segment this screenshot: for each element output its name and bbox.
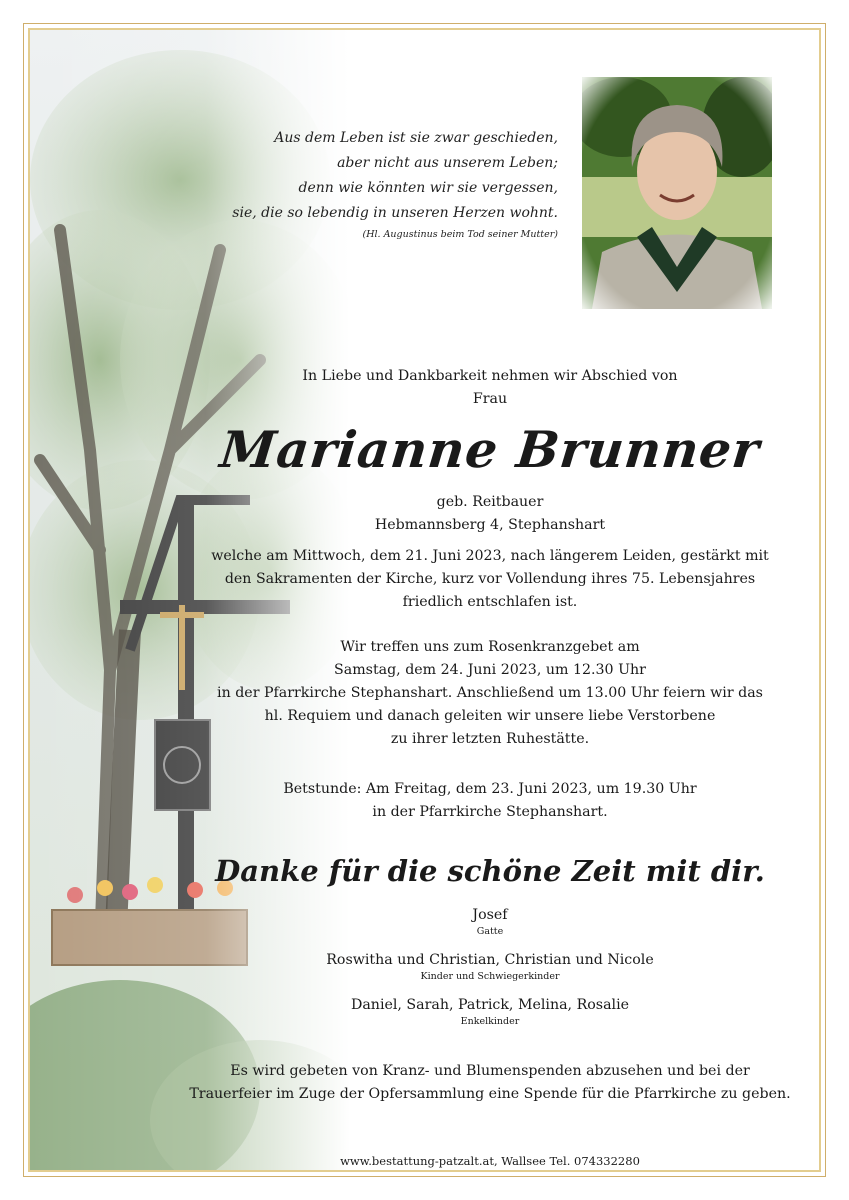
intro-block [160,365,820,411]
rosary-line: in der Pfarrkirche Stephanshart. Anschließend um 13.00 Uhr feiern wir das [217,685,763,701]
donation-line: Trauerfeier im Zuge der Opfersammlung eine Spende für die Pfarrkirche zu geben. [189,1086,791,1102]
rosary-line: Wir treffen uns zum Rosenkranzgebet am [340,639,640,655]
family-role: Enkelkinder [460,1016,520,1027]
donation-line: Es wird gebeten von Kranz- und Blumenspenden abzusehen und bei der [230,1063,750,1079]
family-names: Daniel, Sarah, Patrick, Melina, Rosalie [350,997,630,1013]
quote-line: denn wie könnten wir sie vergessen, [298,180,558,196]
intro-line: In Liebe und Dankbarkeit nehmen wir Abschied von [302,368,678,384]
intro-title: Frau [472,391,508,407]
maiden-name: geb. Reitbauer [436,494,544,510]
notice-line: den Sakramenten der Kirche, kurz vor Vollendung ihres 75. Lebensjahres [224,571,756,587]
family-block [160,905,820,1028]
rosary-line: zu ihrer letzten Ruhestätte. [390,731,590,747]
footer-contact: www.bestattung-patzalt.at, Wallsee Tel. 074332280 [340,1154,640,1168]
address: Hebmannsberg 4, Stephanshart [374,517,606,533]
deceased-name: Marianne Brunner [217,420,763,479]
family-names: Josef [472,907,508,923]
family-names: Roswitha und Christian, Christian und Nicole [326,952,654,968]
deceased-details [160,491,820,537]
quote-block [138,126,558,242]
thanks-heading: Danke für die schöne Zeit mit dir. [215,854,765,888]
portrait-photo [582,77,772,309]
prayer-line: Betstunde: Am Freitag, dem 23. Juni 2023, um 19.30 Uhr [283,781,697,797]
quote-source: (Hl. Augustinus beim Tod seiner Mutter) [362,229,558,240]
quote-line: aber nicht aus unserem Leben; [337,155,558,171]
notice-line: welche am Mittwoch, dem 21. Juni 2023, nach längerem Leiden, gestärkt mit [211,548,769,564]
rosary-line: hl. Requiem und danach geleiten wir unsere liebe Verstorbene [264,708,716,724]
quote-line: Aus dem Leben ist sie zwar geschieden, [274,130,558,146]
prayer-line: in der Pfarrkirche Stephanshart. [372,804,608,820]
rosary-line: Samstag, dem 24. Juni 2023, um 12.30 Uhr [334,662,646,678]
quote-line: sie, die so lebendig in unseren Herzen wohnt. [232,205,558,221]
death-notice [160,545,820,614]
family-role: Gatte [476,926,504,937]
donation-notice [160,1060,820,1106]
family-role: Kinder und Schwiegerkinder [420,971,560,982]
notice-line: friedlich entschlafen ist. [402,594,578,610]
rosary-block [160,636,820,751]
prayer-hour-block [160,778,820,824]
